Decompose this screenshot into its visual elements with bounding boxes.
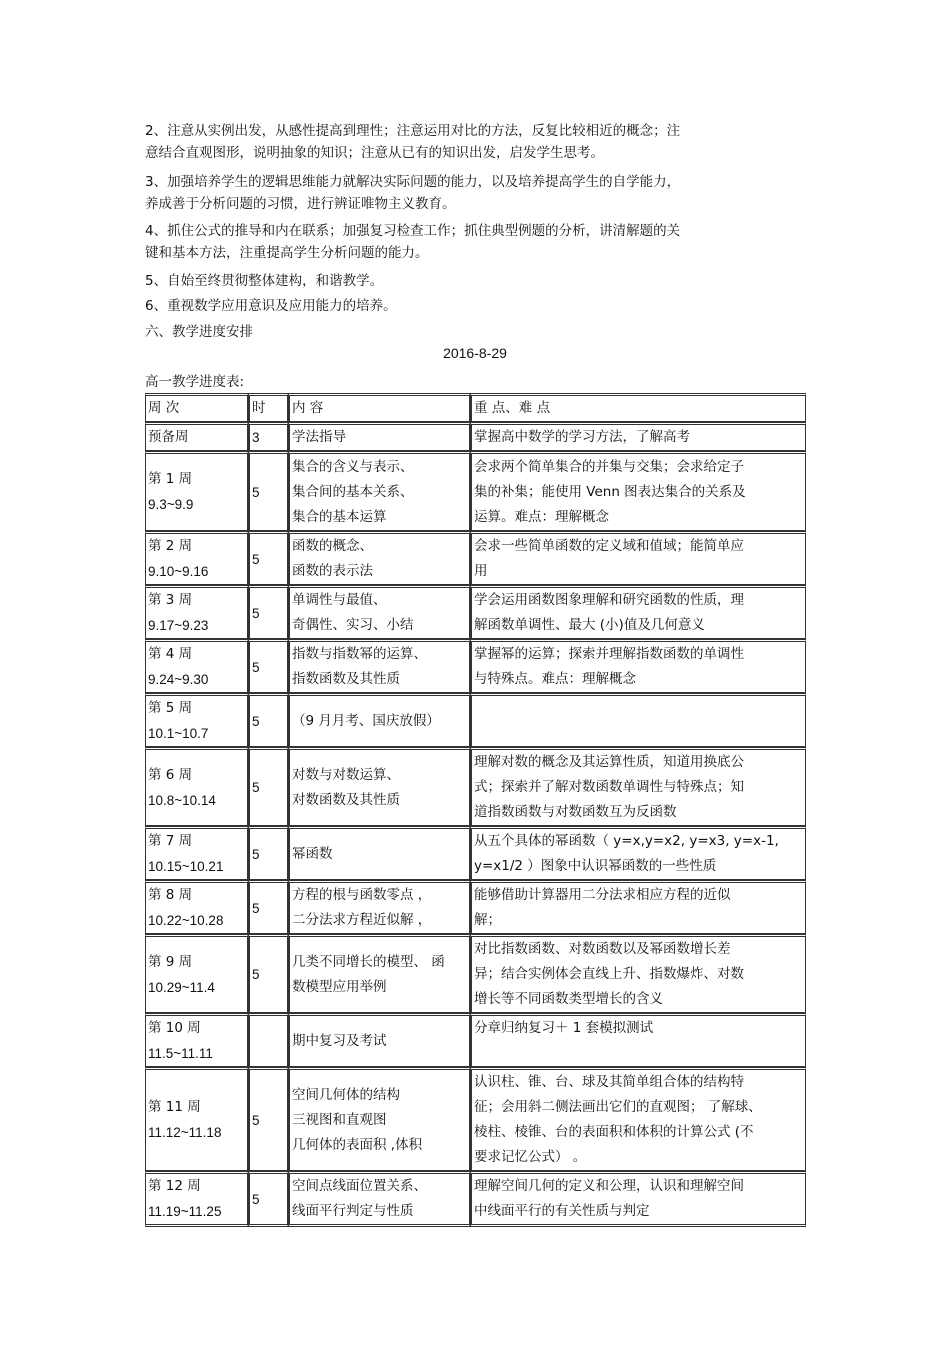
- hours-cell: 5: [248, 693, 288, 747]
- content-line: 学法指导: [292, 429, 346, 445]
- schedule-date: 2016-8-29: [443, 345, 507, 361]
- key-point-line: 式；探索并了解对数函数单调性与特殊点；知: [474, 779, 744, 795]
- key-point-line: 中线面平行的有关性质与判定: [474, 1203, 650, 1219]
- key-point-line: 用: [474, 563, 488, 579]
- key-points-cell: [470, 451, 806, 531]
- content-cell: [288, 639, 470, 693]
- hours-cell: 5: [248, 1171, 288, 1227]
- week-label: 第 9 周: [148, 953, 193, 970]
- key-point-line: 掌握幂的运算；探索并理解指数函数的单调性: [474, 646, 744, 662]
- content-cell: [288, 934, 470, 1013]
- key-points-cell: [470, 934, 806, 1013]
- paragraph-line: 2、注意从实例出发，从感性提高到理性；注意运用对比的方法，反复比较相近的概念；注: [145, 123, 681, 139]
- content-line: 函数的表示法: [292, 563, 373, 579]
- key-point-line: 分章归纳复习＋ 1 套模拟测试: [474, 1020, 654, 1036]
- key-point-line: 要求记忆公式） 。: [474, 1149, 587, 1165]
- week-cell: [145, 531, 248, 585]
- table-row: [145, 826, 806, 880]
- content-line: 空间几何体的结构: [292, 1086, 400, 1103]
- week-dates: 11.19~11.25: [148, 1204, 222, 1219]
- week-label: 第 10 周: [148, 1020, 201, 1036]
- week-dates: 10.8~10.14: [148, 792, 216, 808]
- header-key-points: 重 点、难 点: [470, 393, 806, 422]
- week-label: 第 6 周: [148, 766, 193, 783]
- content-line: 幂函数: [292, 845, 333, 862]
- week-cell: [145, 880, 248, 934]
- content-line: 方程的根与函数零点 ，: [292, 887, 432, 903]
- paragraph-5: [145, 270, 755, 292]
- content-cell: [288, 826, 470, 880]
- header-hours: 时: [248, 393, 288, 422]
- table-row: [145, 451, 806, 531]
- content-cell: [288, 451, 470, 531]
- table-caption: 高一教学进度表:: [145, 374, 245, 390]
- hours-cell: 5: [248, 934, 288, 1013]
- key-point-line: 能够借助计算器用二分法求相应方程的近似: [474, 887, 731, 903]
- hours-cell: 5: [248, 451, 288, 531]
- key-point-line: 认识柱、锥、台、球及其简单组合体的结构特: [474, 1074, 744, 1090]
- content-line: 数模型应用举例: [292, 978, 387, 995]
- key-point-line: 解；: [474, 912, 501, 928]
- content-line: 期中复习及考试: [292, 1032, 387, 1049]
- content-cell: [288, 1013, 470, 1067]
- header-content: 内 容: [288, 393, 470, 422]
- table-row: [145, 1171, 806, 1227]
- key-points-cell: [470, 585, 806, 639]
- key-point-line: 集的补集；能使用 Venn 图表达集合的关系及: [474, 483, 746, 500]
- key-points-cell: [470, 1067, 806, 1171]
- paragraph-3: [145, 171, 755, 215]
- paragraph-line: 键和基本方法，注重提高学生分析问题的能力。: [145, 245, 429, 261]
- key-points-cell: [470, 747, 806, 826]
- content-cell: [288, 880, 470, 934]
- table-row: [145, 639, 806, 693]
- table-row: [145, 1013, 806, 1067]
- content-cell: [288, 531, 470, 585]
- key-point-line: 从五个具体的幂函数（ y=x,y=x2, y=x3, y=x-1,: [474, 833, 779, 849]
- table-row: [145, 531, 806, 585]
- week-cell: [145, 1013, 248, 1067]
- key-point-line: 理解对数的概念及其运算性质，知道用换底公: [474, 754, 744, 770]
- key-point-line: 会求两个简单集合的并集与交集；会求给定子: [474, 458, 744, 475]
- paragraph-line: 6、重视数学应用意识及应用能力的培养。: [145, 298, 397, 314]
- content-cell: [288, 1171, 470, 1227]
- content-cell: [288, 585, 470, 639]
- week-label: 第 8 周: [148, 887, 193, 903]
- key-points-cell: [470, 531, 806, 585]
- week-dates: 11.12~11.18: [148, 1125, 222, 1140]
- week-dates: 9.24~9.30: [148, 672, 209, 687]
- week-label: 第 5 周: [148, 700, 193, 716]
- key-point-line: 运算。难点：理解概念: [474, 508, 609, 525]
- week-label: 第 11 周: [148, 1099, 201, 1115]
- hours-cell: 3: [248, 422, 288, 451]
- key-point-line: 会求一些简单函数的定义域和值域；能简单应: [474, 538, 744, 554]
- hours-cell: 5: [248, 880, 288, 934]
- table-row: [145, 934, 806, 1013]
- content-line: 集合的含义与表示、: [292, 458, 414, 475]
- content-line: 几类不同增长的模型、 函: [292, 953, 445, 970]
- key-point-line: 掌握高中数学的学习方法，了解高考: [474, 429, 690, 445]
- week-cell: [145, 747, 248, 826]
- key-point-line: 解函数单调性、最大 (小)值及几何意义: [474, 617, 705, 633]
- week-dates: 10.15~10.21: [148, 859, 224, 874]
- hours-cell: [248, 1013, 288, 1067]
- content-line: 空间点线面位置关系、: [292, 1178, 427, 1194]
- week-label: 第 7 周: [148, 833, 193, 849]
- content-cell: [288, 747, 470, 826]
- content-line: 指数函数及其性质: [292, 671, 400, 687]
- week-dates: 9.10~9.16: [148, 564, 209, 579]
- hours-cell: 5: [248, 1067, 288, 1171]
- key-point-line: 对比指数函数、对数函数以及幂函数增长差: [474, 941, 731, 957]
- week-label: 第 2 周: [148, 538, 193, 554]
- week-cell: [145, 1171, 248, 1227]
- hours-cell: 5: [248, 531, 288, 585]
- week-cell: [145, 422, 248, 451]
- key-point-line: 理解空间几何的定义和公理，认识和理解空间: [474, 1178, 744, 1194]
- key-points-cell: [470, 422, 806, 451]
- week-label: 第 3 周: [148, 592, 193, 608]
- content-line: 对数与对数运算、: [292, 766, 400, 783]
- content-line: 奇偶性、实习、小结: [292, 617, 414, 633]
- key-points-cell: [470, 826, 806, 880]
- table-row: [145, 1067, 806, 1171]
- content-line: 函数的概念、: [292, 538, 373, 554]
- week-label: 第 4 周: [148, 646, 193, 662]
- content-line: （9 月月考、国庆放假）: [292, 712, 440, 729]
- paragraph-line: 5、自始至终贯彻整体建构，和谐教学。: [145, 273, 384, 289]
- key-point-line: 棱柱、棱锥、台的表面积和体积的计算公式 (不: [474, 1124, 754, 1140]
- paragraph-line: 4、抓住公式的推导和内在联系；加强复习检查工作；抓住典型例题的分析，讲清解题的关: [145, 223, 681, 239]
- hours-cell: 5: [248, 639, 288, 693]
- key-point-line: y=x1/2 ）图象中认识幂函数的一些性质: [474, 858, 717, 874]
- content-line: 指数与指数幂的运算、: [292, 646, 427, 662]
- key-point-line: 征；会用斜二侧法画出它们的直观图； 了解球、: [474, 1099, 762, 1115]
- hours-cell: 5: [248, 585, 288, 639]
- table-row: [145, 880, 806, 934]
- key-points-cell: [470, 693, 806, 747]
- table-header-row: [145, 393, 806, 422]
- week-cell: [145, 585, 248, 639]
- week-cell: [145, 693, 248, 747]
- header-week: 周 次: [145, 393, 248, 422]
- content-cell: [288, 422, 470, 451]
- content-line: 对数函数及其性质: [292, 791, 400, 808]
- week-cell: [145, 1067, 248, 1171]
- week-cell: [145, 826, 248, 880]
- paragraph-line: 意结合直观图形，说明抽象的知识；注意从已有的知识出发，启发学生思考。: [145, 145, 604, 161]
- week-cell: [145, 639, 248, 693]
- content-cell: [288, 693, 470, 747]
- week-dates: 9.3~9.9: [148, 497, 194, 512]
- week-dates: 10.29~11.4: [148, 979, 215, 995]
- table-row: [145, 585, 806, 639]
- hours-cell: 5: [248, 747, 288, 826]
- table-row: [145, 422, 806, 451]
- key-point-line: 增长等不同函数类型增长的含义: [474, 991, 663, 1007]
- week-dates: 9.17~9.23: [148, 618, 209, 633]
- key-points-cell: [470, 1171, 806, 1227]
- section-heading: 六、教学进度安排: [145, 324, 253, 340]
- key-points-cell: [470, 1013, 806, 1067]
- hours-cell: 5: [248, 826, 288, 880]
- key-point-line: 与特殊点。难点：理解概念: [474, 671, 636, 687]
- key-point-line: 异；结合实例体会直线上升、指数爆炸、对数: [474, 966, 744, 982]
- paragraph-6: [145, 295, 755, 317]
- key-point-line: 学会运用函数图象理解和研究函数的性质，理: [474, 592, 744, 608]
- paragraph-4: [145, 220, 755, 264]
- content-line: 集合的基本运算: [292, 508, 387, 525]
- paragraph-line: 3、加强培养学生的逻辑思维能力就解决实际问题的能力，以及培养提高学生的自学能力，: [145, 174, 681, 190]
- week-cell: [145, 451, 248, 531]
- key-points-cell: [470, 639, 806, 693]
- key-points-cell: [470, 880, 806, 934]
- table-row: [145, 693, 806, 747]
- week-cell: [145, 934, 248, 1013]
- week-label: 预备周: [148, 429, 189, 445]
- schedule-table: [145, 393, 806, 1227]
- key-point-line: 道指数函数与对数函数互为反函数: [474, 804, 677, 820]
- table-row: [145, 747, 806, 826]
- week-dates: 10.1~10.7: [148, 726, 209, 741]
- week-dates: 11.5~11.11: [148, 1046, 213, 1061]
- content-cell: [288, 1067, 470, 1171]
- week-label: 第 1 周: [148, 471, 193, 487]
- paragraph-2: [145, 120, 755, 164]
- week-dates: 10.22~10.28: [148, 913, 224, 928]
- content-line: 几何体的表面积 ,体积: [292, 1136, 423, 1153]
- content-line: 三视图和直观图: [292, 1111, 387, 1128]
- week-label: 第 12 周: [148, 1178, 201, 1194]
- paragraph-line: 养成善于分析问题的习惯，进行辨证唯物主义教育。: [145, 196, 456, 212]
- content-line: 线面平行判定与性质: [292, 1203, 414, 1219]
- content-line: 二分法求方程近似解 ，: [292, 912, 432, 928]
- content-line: 单调性与最值、: [292, 592, 387, 608]
- content-line: 集合间的基本关系、: [292, 483, 414, 500]
